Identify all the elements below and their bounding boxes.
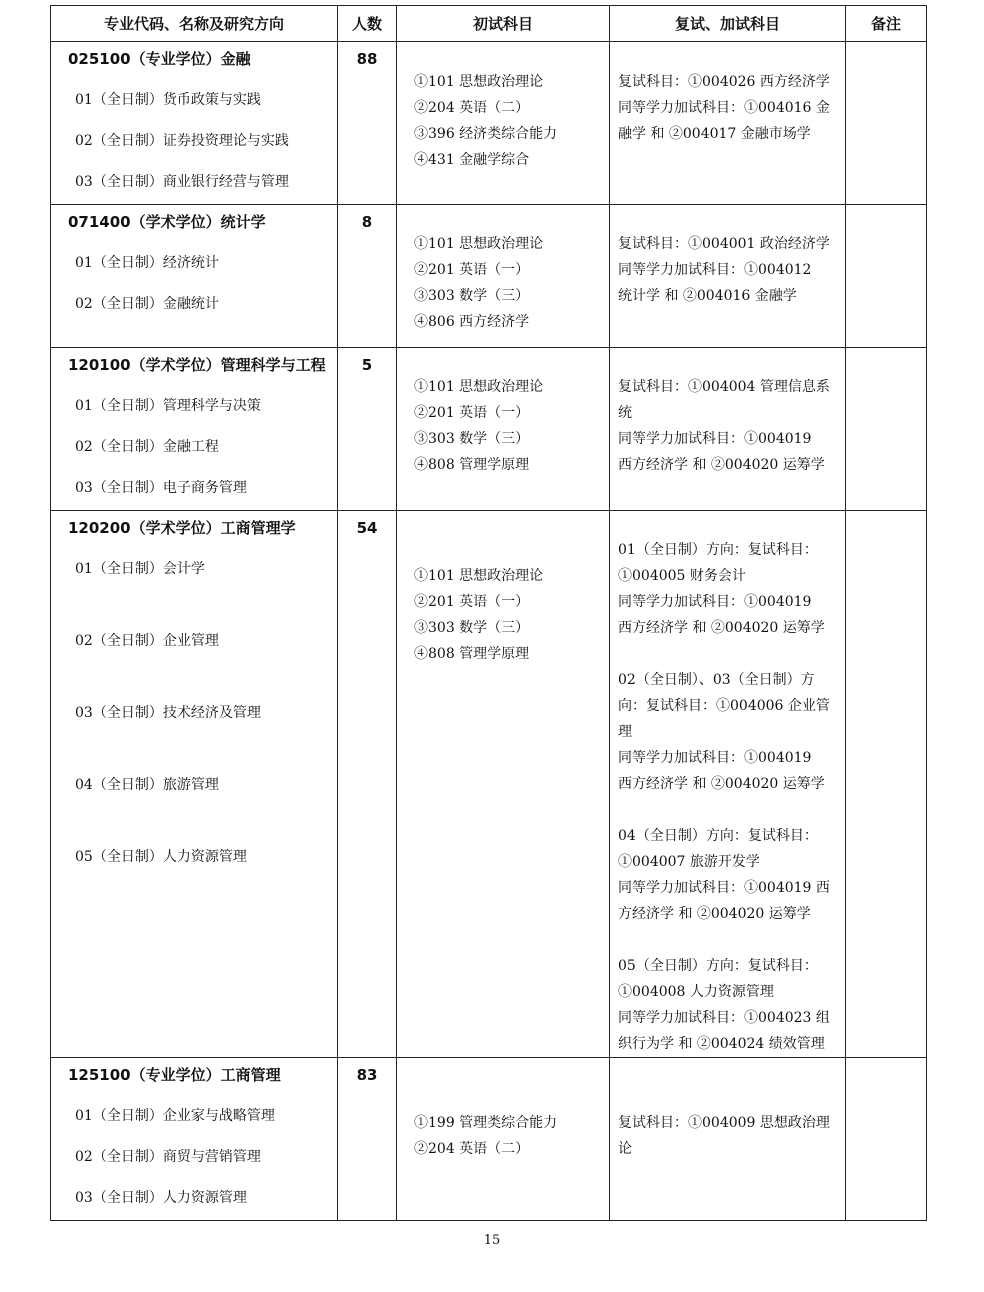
retest-line: 西方经济学 和 ②004020 运筹学 [618,620,825,636]
table-row [51,42,927,205]
enrollment-count: 8 [361,213,373,231]
enrollment-count: 5 [361,356,373,374]
major-title: 125100（专业学位）工商管理 [68,1066,281,1084]
major-title: 120100（学术学位）管理科学与工程 [68,356,326,374]
retest-cell [610,42,846,205]
direction-item: 02（全日制）金融统计 [75,296,219,312]
subject-item: ①101 思想政治理论 [414,236,544,252]
retest-line: 西方经济学 和 ②004020 运筹学 [618,776,825,792]
retest-line: 论 [618,1141,632,1157]
count-cell [338,511,397,1058]
retest-block [610,823,845,927]
subject-item: ③303 数学（三） [414,288,530,304]
retest-block [610,537,845,641]
retest-line: 同等学力加试科目：①004019 [618,750,812,766]
initial-cell [397,348,610,511]
retest-line: 西方经济学 和 ②004020 运筹学 [618,457,825,473]
direction-item: 01（全日制）管理科学与决策 [75,398,261,414]
direction-item: 04（全日制）旅游管理 [75,777,219,793]
direction-item: 02（全日制）商贸与营销管理 [75,1149,261,1165]
direction-item: 02（全日制）证券投资理论与实践 [75,133,289,149]
retest-line: 同等学力加试科目：①004016 金 [618,100,830,116]
retest-line: 复试科目：①004009 思想政治理 [618,1115,830,1131]
header-major: 专业代码、名称及研究方向 [51,6,338,42]
header-row [51,6,927,42]
subject-item: ③303 数学（三） [414,620,530,636]
retest-line: 方经济学 和 ②004020 运筹学 [618,906,811,922]
retest-line: 同等学力加试科目：①004019 [618,431,812,447]
retest-line: 同等学力加试科目：①004019 [618,594,812,610]
retest-block [610,667,845,797]
subject-item: ②204 英语（二） [414,1141,530,1157]
major-cell [51,205,338,348]
retest-line: 织行为学 和 ②004024 绩效管理 [618,1036,825,1052]
enrollment-count: 54 [356,519,378,537]
count-cell [338,348,397,511]
page-number: 15 [483,1233,501,1248]
subject-item: ①199 管理类综合能力 [414,1115,558,1131]
retest-line: 05（全日制）方向：复试科目： [618,958,818,974]
direction-item: 03（全日制）商业银行经营与管理 [75,174,289,190]
direction-item: 01（全日制）货币政策与实践 [75,92,261,108]
subject-item: ④808 管理学原理 [414,457,530,473]
retest-line: ①004007 旅游开发学 [618,854,760,870]
subject-item: ①101 思想政治理论 [414,74,544,90]
remark-cell [846,348,927,511]
retest-line: 同等学力加试科目：①004019 西 [618,880,830,896]
retest-line: ①004008 人力资源管理 [618,984,774,1000]
retest-line: 向：复试科目：①004006 企业管 [618,698,830,714]
retest-line: 复试科目：①004001 政治经济学 [618,236,830,252]
major-title: 071400（学术学位）统计学 [68,213,266,231]
initial-cell [397,205,610,348]
retest-cell [610,1058,846,1221]
retest-cell [610,511,846,1058]
admissions-table [50,5,927,1221]
subject-item: ②201 英语（一） [414,262,530,278]
major-cell [51,511,338,1058]
direction-item: 02（全日制）金融工程 [75,439,219,455]
subject-item: ②201 英语（一） [414,594,530,610]
retest-line: 同等学力加试科目：①004012 [618,262,812,278]
retest-line: 同等学力加试科目：①004023 组 [618,1010,830,1026]
count-cell [338,1058,397,1221]
remark-cell [846,42,927,205]
retest-line: 统 [618,405,632,421]
retest-block [610,953,845,1057]
retest-line: 融学 和 ②004017 金融市场学 [618,126,811,142]
direction-item: 01（全日制）企业家与战略管理 [75,1108,275,1124]
retest-line: 复试科目：①004004 管理信息系 [618,379,830,395]
direction-item: 02（全日制）企业管理 [75,633,219,649]
direction-item: 01（全日制）经济统计 [75,255,219,271]
initial-cell [397,511,610,1058]
initial-cell [397,1058,610,1221]
header-count: 人数 [338,6,397,42]
retest-line: 复试科目：①004026 西方经济学 [618,74,830,90]
remark-cell [846,205,927,348]
subject-item: ②201 英语（一） [414,405,530,421]
table-row [51,511,927,1058]
table-row [51,348,927,511]
table-row [51,205,927,348]
subject-item: ③303 数学（三） [414,431,530,447]
remark-cell [846,1058,927,1221]
retest-line: 理 [618,724,632,740]
enrollment-count: 88 [356,50,378,68]
retest-line: ①004005 财务会计 [618,568,746,584]
subject-item: ①101 思想政治理论 [414,568,544,584]
retest-cell [610,205,846,348]
subject-item: ③396 经济类综合能力 [414,126,558,142]
major-cell [51,348,338,511]
header-retest: 复试、加试科目 [610,6,846,42]
header-remark: 备注 [846,6,927,42]
major-title: 025100（专业学位）金融 [68,50,251,68]
major-cell [51,42,338,205]
direction-item: 03（全日制）技术经济及管理 [75,705,261,721]
count-cell [338,205,397,348]
subject-item: ④806 西方经济学 [414,314,530,330]
retest-line: 04（全日制）方向：复试科目： [618,828,818,844]
subject-item: ①101 思想政治理论 [414,379,544,395]
direction-item: 03（全日制）电子商务管理 [75,480,247,496]
subject-item: ②204 英语（二） [414,100,530,116]
initial-cell [397,42,610,205]
retest-line: 01（全日制）方向：复试科目： [618,542,818,558]
retest-line: 统计学 和 ②004016 金融学 [618,288,797,304]
direction-item: 05（全日制）人力资源管理 [75,849,247,865]
subject-item: ④808 管理学原理 [414,646,530,662]
count-cell [338,42,397,205]
direction-item: 03（全日制）人力资源管理 [75,1190,247,1206]
retest-cell [610,348,846,511]
direction-item: 01（全日制）会计学 [75,561,205,577]
subject-item: ④431 金融学综合 [414,152,530,168]
retest-line: 02（全日制）、03（全日制）方 [618,672,815,688]
table-row [51,1058,927,1221]
major-cell [51,1058,338,1221]
remark-cell [846,511,927,1058]
major-title: 120200（学术学位）工商管理学 [68,519,296,537]
enrollment-count: 83 [356,1066,378,1084]
header-initial: 初试科目 [397,6,610,42]
